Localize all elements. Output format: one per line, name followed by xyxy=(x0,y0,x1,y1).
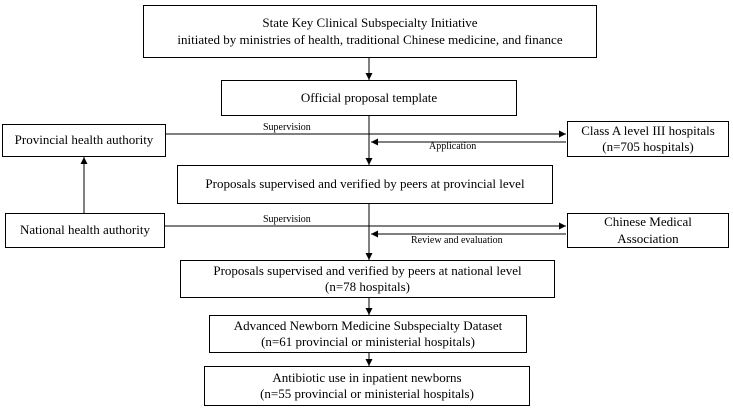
cma-label-line1: Chinese Medical xyxy=(604,214,692,230)
cma-label-line2: Association xyxy=(617,230,679,246)
provincial-peers-box xyxy=(177,165,553,204)
dataset-box xyxy=(209,315,527,353)
provincial-authority-box xyxy=(2,124,166,157)
supervision-label-2: Supervision xyxy=(263,214,311,225)
cma-box xyxy=(567,213,729,248)
national-peers-label: Proposals supervised and verified by peers at national level xyxy=(213,262,522,278)
dataset-count: (n=61 provincial or ministerial hospitals) xyxy=(261,334,475,349)
class-a-count: (n=705 hospitals) xyxy=(602,139,694,154)
dataset-label: Advanced Newborn Medicine Subspecialty Dataset xyxy=(233,317,503,333)
application-label: Application xyxy=(429,141,477,152)
antibiotic-label: Antibiotic use in inpatient newborns xyxy=(272,369,462,385)
national-peers-count: (n=78 hospitals) xyxy=(325,279,410,294)
antibiotic-box xyxy=(204,366,530,406)
provincial-authority-label: Provincial health authority xyxy=(14,132,154,148)
national-authority-label: National health authority xyxy=(20,222,150,238)
supervision-label-1: Supervision xyxy=(263,122,311,133)
national-peers-box xyxy=(180,260,555,298)
review-label: Review and evaluation xyxy=(411,235,503,246)
template-box xyxy=(221,80,517,116)
initiative-box xyxy=(143,5,597,58)
initiative-title: State Key Clinical Subspecialty Initiative xyxy=(262,15,478,31)
initiative-subtitle: initiated by ministries of health, traditional Chinese medicine, and finance xyxy=(177,31,563,47)
class-a-box xyxy=(567,121,729,157)
antibiotic-count: (n=55 provincial or ministerial hospitals) xyxy=(260,386,474,401)
class-a-label: Class A level III hospitals xyxy=(581,122,715,138)
national-authority-box xyxy=(5,213,165,248)
provincial-peers-label: Proposals supervised and verified by peers at provincial level xyxy=(205,176,525,192)
template-label: Official proposal template xyxy=(300,89,438,105)
